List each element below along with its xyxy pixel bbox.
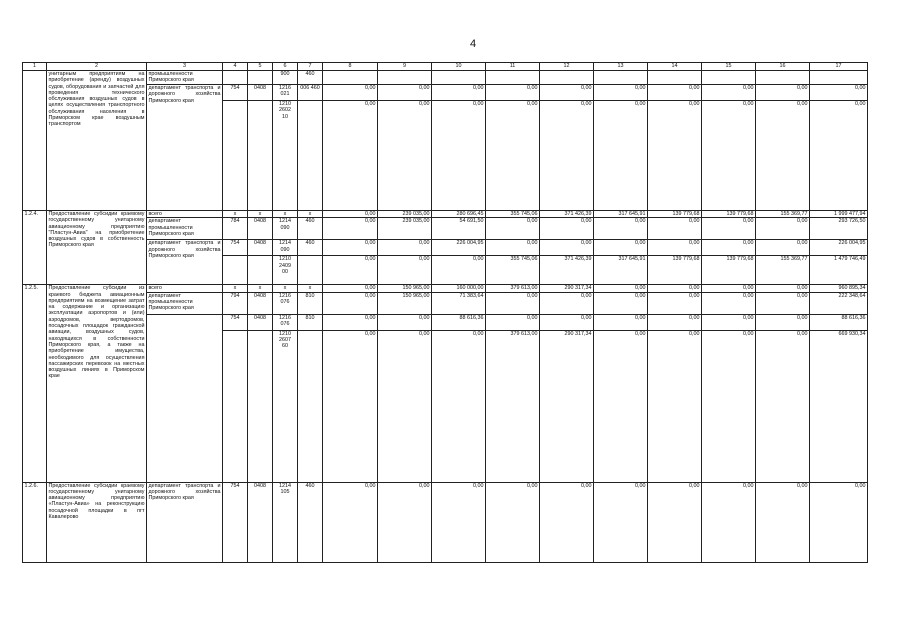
value-cell: 0,00 [323,285,378,292]
column-header: 1 [23,63,47,71]
value-cell: 0,00 [756,101,810,211]
value-cell: 0,00 [323,211,378,218]
value-cell [432,71,486,85]
code-part: 1210 [279,330,291,337]
value-cell: 0,00 [378,101,432,211]
value-cell: 0,00 [702,330,756,482]
value-cell: 71 383,64 [432,292,486,314]
table-row [23,285,868,292]
table-row [23,71,868,85]
code-part: 10 [282,113,288,120]
code-part: 021 [280,91,290,98]
value-cell: 0,00 [756,240,810,256]
value-cell: 0,00 [702,101,756,211]
column-header: 12 [540,63,594,71]
value-cell: 960 895,34 [810,285,868,292]
code-part: 1214 [279,240,291,247]
value-cell: 293 726,50 [810,218,868,240]
code-part: 60 [282,343,288,350]
table-row [23,240,868,256]
code-part: 090 [280,224,290,231]
value-cell [594,71,648,85]
value-cell: 160 000,00 [432,285,486,292]
code-part: 090 [280,246,290,253]
code-cell: 460 [298,482,323,562]
value-cell: 0,00 [323,330,378,482]
code-cell [223,71,248,85]
value-cell: 0,00 [378,314,432,330]
code-cell: 754 [223,482,248,562]
department-cell: промышленности Приморского края [147,71,223,85]
item-description: Предоставление субсидии из краевого бюджета авиационным предприятиям на возмещение затрат на содержание и организацию эксплуатации аэропортов и (или) аэродромов, вертодромов, посадочных площадок гражданской авиации, воздушных судов, находящихся в собственности Приморского края, а также на приобретение имущества, необходимого для осуществления пассажирских перевозок на местных воздушных линиях в Приморском крае [47,285,147,482]
value-cell: 0,00 [540,482,594,562]
code-part: 1216 [279,85,291,91]
code-cell: x [298,211,323,218]
code-part: 1210 [279,101,291,107]
budget-table [22,62,868,563]
value-cell: 139 779,68 [648,256,702,285]
department-cell: департамент транспорта и дорожного хозяйства Приморского края [147,240,223,285]
code-cell: 754 [223,240,248,256]
code-part: 2409 [279,262,291,269]
code-cell [273,240,298,256]
table-row [23,211,868,218]
code-part: 076 [280,298,290,305]
value-cell: 0,00 [486,240,540,256]
column-header: 8 [323,63,378,71]
code-cell: 810 [298,292,323,314]
value-cell: 0,00 [486,314,540,330]
value-cell [648,71,702,85]
item-description: Предоставление субсидии краевому государственному унитарному авиационному предприятию "Пластун-Авиа" на приобретение воздушных судов в собственность Приморского края [47,211,147,285]
value-cell: 0,00 [540,218,594,240]
value-cell: 0,00 [756,218,810,240]
value-cell [702,71,756,85]
table-row [23,482,868,562]
value-cell: 0,00 [323,240,378,256]
value-cell: 0,00 [486,218,540,240]
value-cell: 0,00 [323,101,378,211]
value-cell: 0,00 [486,292,540,314]
code-cell: x [223,211,248,218]
value-cell: 0,00 [810,482,868,562]
value-cell: 0,00 [648,330,702,482]
column-header: 9 [378,63,432,71]
department-cell: департамент транспорта и дорожного хозяйства Приморского края [147,482,223,562]
code-cell: 460 [298,71,323,85]
value-cell: 0,00 [756,482,810,562]
value-cell: 239 035,00 [378,218,432,240]
header-row [23,63,868,71]
column-header: 5 [248,63,273,71]
code-cell [248,101,273,211]
code-cell [248,330,273,482]
code-part: 105 [280,488,290,495]
code-cell: 784 [223,218,248,240]
column-header: 13 [594,63,648,71]
value-cell: 0,00 [378,330,432,482]
code-cell [273,218,298,240]
value-cell: 0,00 [323,482,378,562]
code-cell: x [273,285,298,292]
department-cell: департамент промышленности Приморского края [147,292,223,314]
value-cell: 0,00 [486,101,540,211]
value-cell: 371 426,39 [540,256,594,285]
value-cell: 1 999 477,94 [810,211,868,218]
value-cell: 0,00 [486,85,540,101]
value-cell: 0,00 [702,314,756,330]
value-cell: 0,00 [594,292,648,314]
code-part: 076 [280,320,290,327]
value-cell: 0,00 [323,256,378,285]
value-cell: 0,00 [378,482,432,562]
code-cell [248,256,273,285]
value-cell: 0,00 [540,101,594,211]
value-cell [323,71,378,85]
value-cell: 150 965,00 [378,285,432,292]
code-cell [223,256,248,285]
code-cell: 754 [223,314,248,330]
row-number: 1.2.4. [23,211,47,285]
code-cell: 0408 [248,482,273,562]
value-cell: 226 004,95 [432,240,486,256]
value-cell: 290 317,34 [540,285,594,292]
total-label: всего [147,285,223,292]
value-cell: 0,00 [323,292,378,314]
value-cell: 0,00 [594,330,648,482]
table-row [23,314,868,330]
code-cell: x [273,211,298,218]
code-cell [298,101,323,211]
code-part: 1214 [279,482,291,489]
column-header: 2 [47,63,147,71]
code-cell [273,314,298,330]
column-header: 7 [298,63,323,71]
code-cell: x [223,285,248,292]
value-cell: 0,00 [648,85,702,101]
code-cell: 900 [273,71,298,85]
value-cell: 0,00 [648,292,702,314]
column-header: 17 [810,63,868,71]
value-cell: 371 426,39 [540,211,594,218]
column-header: 11 [486,63,540,71]
code-cell: 0408 [248,240,273,256]
value-cell: 290 317,34 [540,330,594,482]
code-part: 2607 [279,336,291,343]
value-cell: 0,00 [378,240,432,256]
value-cell: 0,00 [323,218,378,240]
value-cell: 0,00 [594,218,648,240]
code-part: 2602 [279,107,291,114]
item-description: Предоставление субсидии краевому государственному унитарному авиационному предприятию «Пластун-Авиа» на реконструкцию посадочной площадки в пгт Кавалерово [47,482,147,562]
value-cell: 54 691,50 [432,218,486,240]
value-cell: 0,00 [810,101,868,211]
value-cell: 317 645,91 [594,256,648,285]
value-cell: 0,00 [702,240,756,256]
value-cell: 0,00 [594,482,648,562]
value-cell: 0,00 [540,292,594,314]
column-header: 15 [702,63,756,71]
code-cell: 460 [298,240,323,256]
value-cell: 226 004,95 [810,240,868,256]
column-header: 16 [756,63,810,71]
department-cell [147,314,223,482]
value-cell: 0,00 [594,85,648,101]
column-header: 14 [648,63,702,71]
code-cell [223,101,248,211]
value-cell: 355 745,06 [486,211,540,218]
value-cell: 0,00 [378,256,432,285]
value-cell: 0,00 [756,285,810,292]
code-cell [298,330,323,482]
code-part: 1214 [279,218,291,225]
value-cell [378,71,432,85]
row-number: 1.2.6. [23,482,47,562]
department-cell: департамент промышленности Приморского края [147,218,223,240]
code-cell [273,85,298,101]
value-cell: 0,00 [594,314,648,330]
value-cell: 0,00 [648,285,702,292]
code-cell: 0408 [248,292,273,314]
value-cell: 0,00 [540,85,594,101]
code-cell: 810 [298,314,323,330]
code-cell [273,256,298,285]
value-cell: 0,00 [323,314,378,330]
code-part: 1210 [279,256,291,263]
value-cell: 0,00 [378,85,432,101]
row-number [23,71,47,211]
table-row [23,218,868,240]
value-cell: 155 369,77 [756,256,810,285]
code-cell: x [248,285,273,292]
value-cell: 222 348,64 [810,292,868,314]
value-cell: 0,00 [323,85,378,101]
code-cell: 0408 [248,85,273,101]
value-cell: 379 613,00 [486,285,540,292]
value-cell: 669 930,34 [810,330,868,482]
code-part: 1216 [279,292,291,299]
value-cell: 317 645,91 [594,211,648,218]
value-cell: 280 696,45 [432,211,486,218]
code-cell: 0408 [248,314,273,330]
total-label: всего [147,211,223,218]
value-cell: 0,00 [594,240,648,256]
value-cell: 0,00 [756,330,810,482]
value-cell: 0,00 [702,482,756,562]
code-cell: x [298,285,323,292]
value-cell: 0,00 [486,482,540,562]
code-cell [273,482,298,562]
value-cell: 139 779,68 [648,211,702,218]
column-header: 3 [147,63,223,71]
department-cell: департамент транспорта и дорожного хозяйства Приморского края [147,85,223,211]
value-cell: 88 616,36 [432,314,486,330]
value-cell: 0,00 [702,218,756,240]
value-cell: 0,00 [540,314,594,330]
code-cell [248,71,273,85]
table-row [23,292,868,314]
value-cell: 0,00 [432,101,486,211]
code-cell [273,330,298,482]
value-cell: 0,00 [810,85,868,101]
code-cell [223,330,248,482]
value-cell: 0,00 [432,330,486,482]
code-cell: 0408 [248,218,273,240]
value-cell: 0,00 [648,482,702,562]
value-cell: 355 745,06 [486,256,540,285]
value-cell [756,71,810,85]
value-cell [540,71,594,85]
value-cell: 139 779,68 [702,256,756,285]
value-cell: 0,00 [756,292,810,314]
column-header: 10 [432,63,486,71]
value-cell: 239 035,00 [378,211,432,218]
value-cell: 0,00 [648,314,702,330]
value-cell: 0,00 [648,101,702,211]
value-cell: 0,00 [594,101,648,211]
page-number: 4 [470,38,477,50]
column-header: 4 [223,63,248,71]
value-cell: 139 779,68 [702,211,756,218]
value-cell: 0,00 [756,314,810,330]
code-cell [273,292,298,314]
value-cell [810,71,868,85]
value-cell: 0,00 [594,285,648,292]
value-cell: 150 965,00 [378,292,432,314]
value-cell: 0,00 [432,256,486,285]
value-cell: 0,00 [702,285,756,292]
column-header: 6 [273,63,298,71]
value-cell: 0,00 [432,85,486,101]
value-cell: 0,00 [702,292,756,314]
value-cell: 379 613,00 [486,330,540,482]
code-cell: 754 [223,85,248,101]
code-cell [298,256,323,285]
value-cell: 155 369,77 [756,211,810,218]
value-cell [486,71,540,85]
code-cell: 794 [223,292,248,314]
value-cell: 0,00 [540,240,594,256]
code-part: 00 [282,268,288,275]
code-cell: 460 [298,218,323,240]
value-cell: 0,00 [756,85,810,101]
value-cell: 1 479 746,49 [810,256,868,285]
value-cell: 0,00 [648,240,702,256]
row-number: 1.2.5. [23,285,47,482]
item-description: унитарным предприятиям на приобретение (аренду) воздушных судов, оборудования и запчастей для проведения технического обслуживания воздушных судов в целях осуществления транспортного обслуживания населения в Приморском крае воздушным транспортом [47,71,147,211]
value-cell: 88 616,36 [810,314,868,330]
table-row [23,85,868,101]
code-part: 1216 [279,314,291,321]
code-cell [273,101,298,211]
code-cell: 006 460 [298,85,323,101]
value-cell: 0,00 [432,482,486,562]
code-cell: x [248,211,273,218]
value-cell: 0,00 [648,218,702,240]
value-cell: 0,00 [702,85,756,101]
